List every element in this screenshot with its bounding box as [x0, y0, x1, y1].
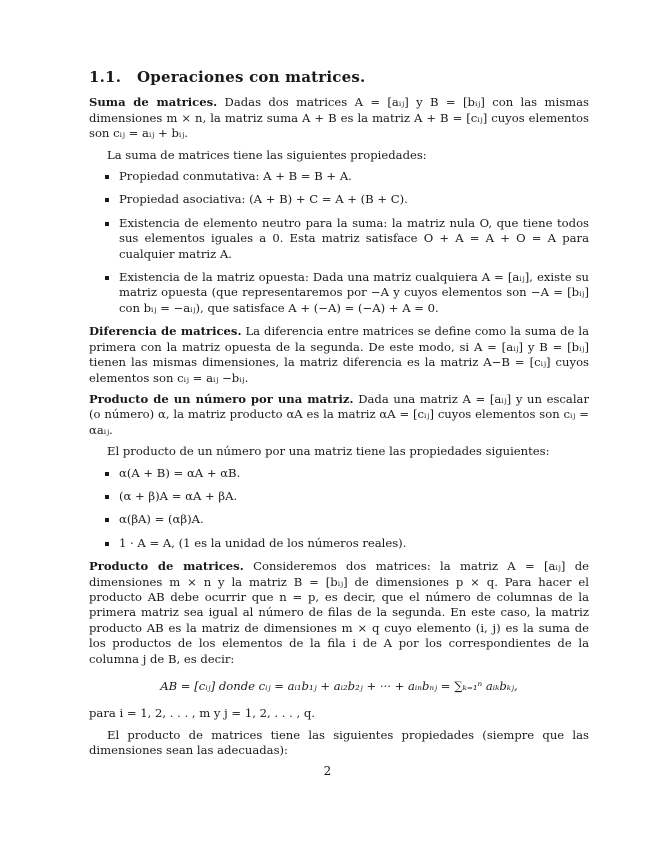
page-number: 2	[323, 764, 332, 778]
suma-intro: La suma de matrices tiene las siguientes propiedades:	[107, 147, 427, 162]
producto-matrices-text: Consideremos dos matrices: la matriz A = [aᵢⱼ] de dimensiones m × n y la matriz B = [bᵢⱼ] de dimensiones p × q. Para hacer el producto AB debe ocurrir que n = p, es decir, que el número de columnas de la primera matriz sea igual al número de filas de la segunda. En este caso, la matriz producto AB es la matriz de dimensiones m × q cuyo elemento (i, j) es la suma de los productos de los elementos de la fila i de A por los correspondientes de la columna j de B, es decir:	[89, 559, 589, 666]
diferencia-run-in: Diferencia de matrices.	[89, 324, 242, 339]
producto-matrices-paragraph	[89, 559, 589, 667]
suma-properties-list	[89, 169, 589, 316]
list-item: α(A + B) = αA + αB.	[119, 466, 589, 481]
section-number: 1.1.	[89, 68, 122, 86]
list-item: Propiedad conmutativa: A + B = B + A.	[119, 169, 589, 184]
suma-run-in: Suma de matrices.	[89, 95, 218, 110]
diferencia-paragraph	[89, 324, 589, 386]
producto-escalar-intro: El producto de un número por una matriz tiene las propiedades siguientes:	[107, 444, 550, 459]
section-heading	[89, 70, 589, 85]
producto-escalar-text: Dada una matriz A = [aᵢⱼ] y un escalar (o número) α, la matriz producto αA es la matriz αA = [cᵢⱼ] cuyos elementos son cᵢⱼ = αaᵢⱼ.	[89, 391, 589, 437]
suma-paragraph	[89, 95, 589, 141]
product-formula: AB = [cᵢⱼ] donde cᵢⱼ = aᵢ₁b₁ⱼ + aᵢ₂b₂ⱼ + ··· + aᵢₙbₙⱼ = ∑ₖ₌₁ⁿ aᵢₖbₖⱼ,	[160, 679, 518, 693]
list-item: (α + β)A = αA + βA.	[119, 489, 589, 504]
list-item: 1 · A = A, (1 es la unidad de los números reales).	[119, 536, 589, 551]
producto-matrices-run-in: Producto de matrices.	[89, 559, 244, 574]
producto-escalar-list	[89, 466, 589, 552]
diferencia-text: La diferencia entre matrices se define como la suma de la primera con la matriz opuesta de la segunda. De este modo, si A = [aᵢⱼ] y B = [bᵢⱼ] tienen las mismas dimensiones, la matriz diferencia es la matriz A−B = [cᵢⱼ] cuyos elementos son cᵢⱼ = aᵢⱼ −bᵢⱼ.	[89, 324, 590, 385]
list-item: Existencia de elemento neutro para la suma: la matriz nula O, que tiene todos sus elementos iguales a 0. Esta matriz satisface O + A = A + O = A para cualquier matriz A.	[119, 215, 589, 261]
suma-text: Dadas dos matrices A = [aᵢⱼ] y B = [bᵢⱼ] con las mismas dimensiones m × n, la matriz suma A + B es la matriz A + B = [cᵢⱼ] cuyos elementos son cᵢⱼ = aᵢⱼ + bᵢⱼ.	[89, 95, 589, 141]
producto-escalar-paragraph	[89, 392, 589, 438]
section-title: Operaciones con matrices.	[137, 68, 366, 86]
producto-escalar-run-in: Producto de un número por una matriz.	[89, 391, 354, 406]
index-range: para i = 1, 2, . . . , m y j = 1, 2, . . . , q.	[89, 706, 315, 721]
page-content	[89, 70, 589, 765]
list-item: Existencia de la matriz opuesta: Dada una matriz cualquiera A = [aᵢⱼ], existe su matriz opuesta (que representaremos por −A y cuyos elementos son −A = [bᵢⱼ] con bᵢⱼ = −aᵢⱼ), que satisface A + (−A) = (−A) + A = 0.	[119, 270, 589, 315]
list-item: α(βA) = (αβ)A.	[119, 512, 589, 527]
producto-matrices-closing: El producto de matrices tiene las siguientes propiedades (siempre que las dimensiones sean las adecuadas):	[89, 727, 589, 758]
list-item: Propiedad asociativa: (A + B) + C = A + (B + C).	[119, 192, 589, 207]
